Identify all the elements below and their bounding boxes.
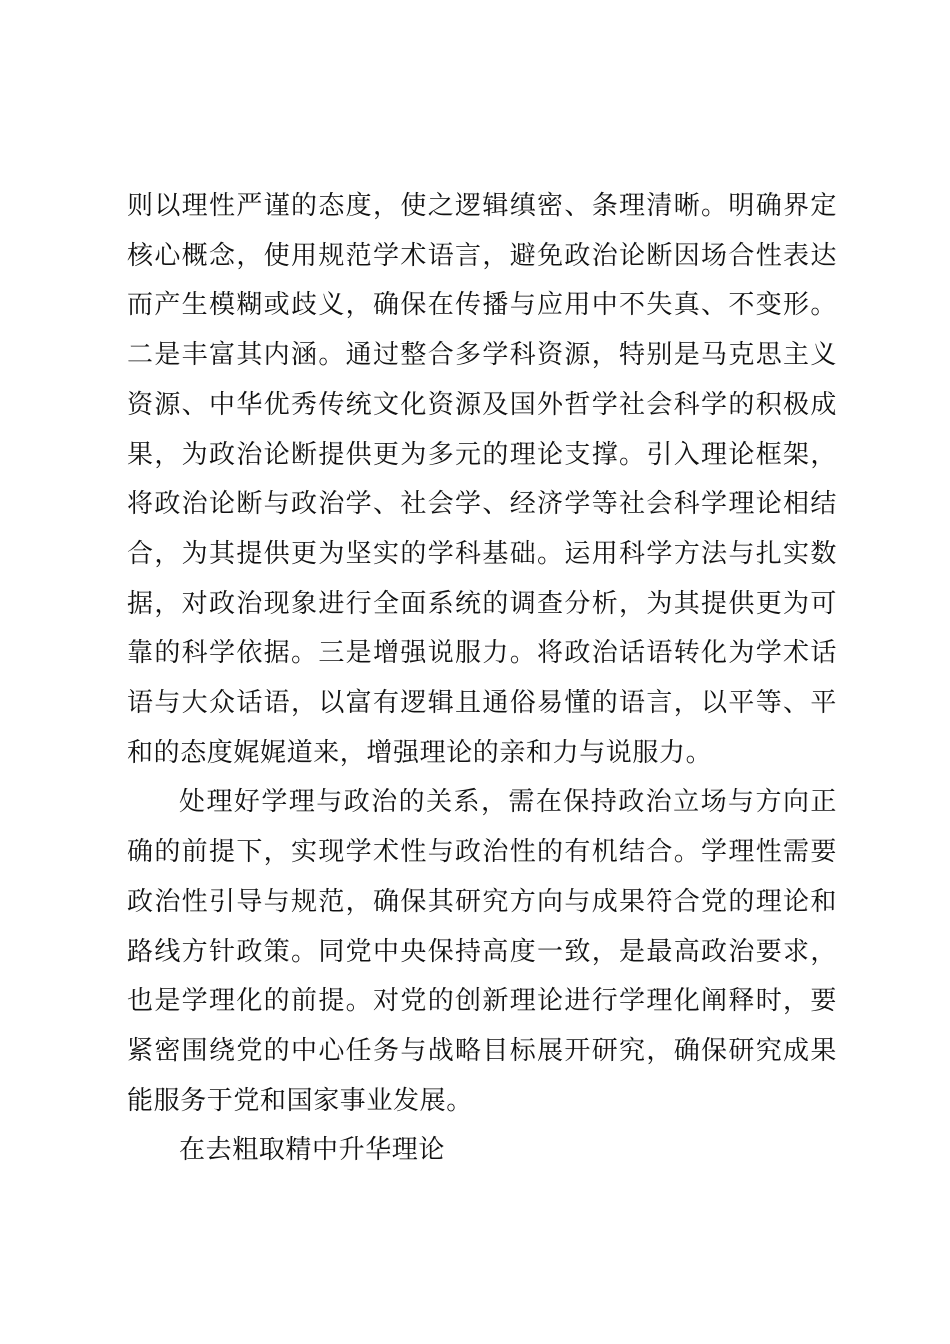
body-paragraph-1: 则以理性严谨的态度，使之逻辑缜密、条理清晰。明确界定核心概念，使用规范学术语言，避免政治论断因场合性表达而产生模糊或歧义，确保在传播与应用中不失真、不变形。二是丰富其内涵。通过整合多学科资源，特别是马克思主义资源、中华优秀传统文化资源及国外哲学社会科学的积极成果，为政治论断提供更为多元的理论支撑。引入理论框架，将政治论断与政治学、社会学、经济学等社会科学理论相结合，为其提供更为坚实的学科基础。运用科学方法与扎实数据，对政治现象进行全面系统的调查分析，为其提供更为可靠的科学依据。三是增强说服力。将政治话语转化为学术话语与大众话语，以富有逻辑且通俗易懂的语言，以平等、平和的态度娓娓道来，增强理论的亲和力与说服力。: [127, 191, 837, 768]
section-heading: 在去粗取精中升华理论: [179, 1135, 446, 1166]
document-body: [127, 182, 837, 1176]
body-paragraph-2: 处理好学理与政治的关系，需在保持政治立场与方向正确的前提下，实现学术性与政治性的有机结合。学理性需要政治性引导与规范，确保其研究方向与成果符合党的理论和路线方针政策。同党中央保持高度一致，是最高政治要求，也是学理化的前提。对党的创新理论进行学理化阐释时，要紧密围绕党的中心任务与战略目标展开研究，确保研究成果能服务于党和国家事业发展。: [127, 787, 837, 1116]
